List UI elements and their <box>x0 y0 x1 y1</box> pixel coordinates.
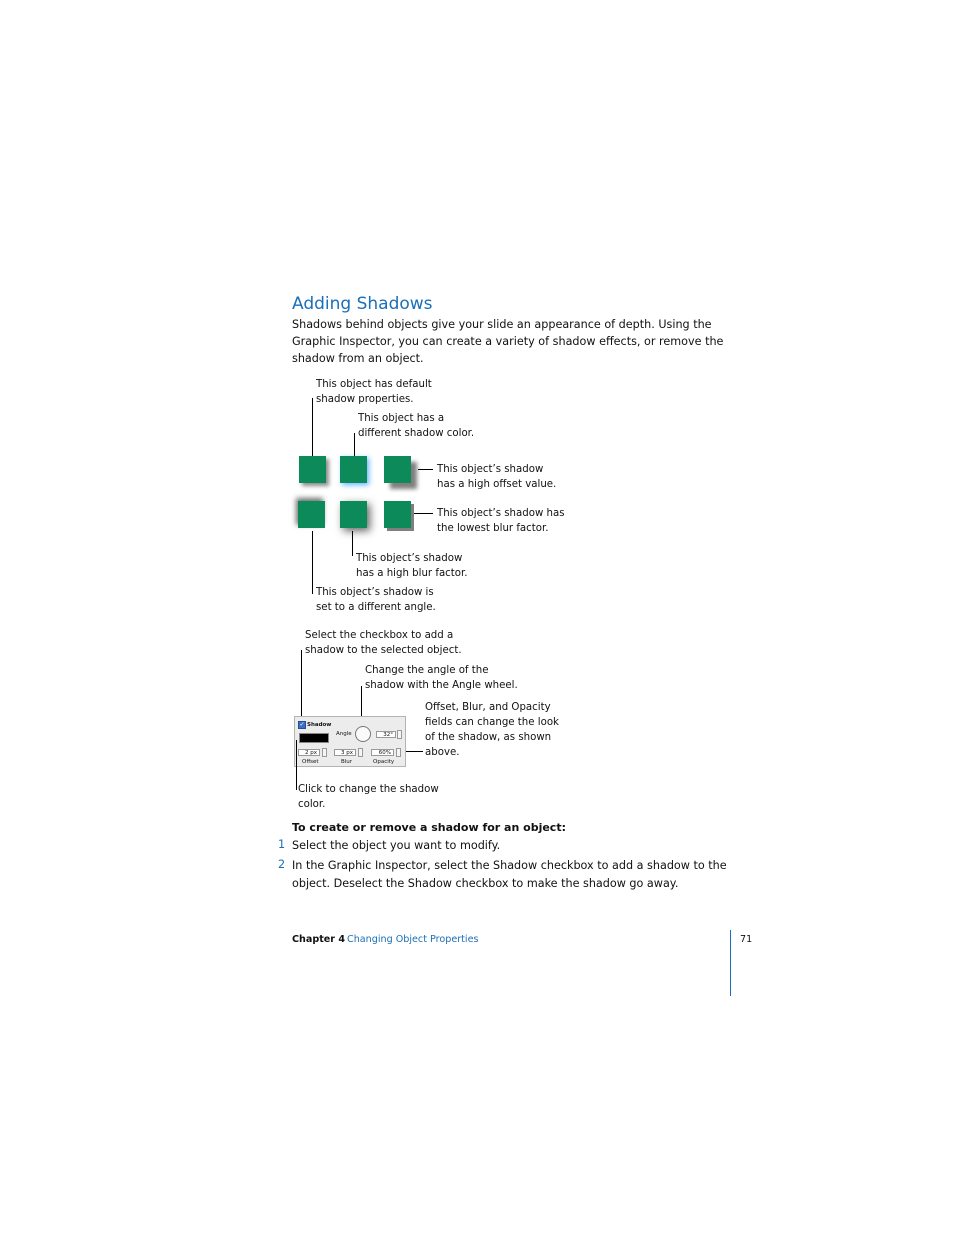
section-title: Adding Shadows <box>292 294 433 314</box>
square-angle-shadow <box>298 501 325 528</box>
shadow-checkbox[interactable]: ✓ <box>299 721 305 728</box>
callout-checkbox: Select the checkbox to add a shadow to the selected object. <box>305 630 462 656</box>
blur-stepper[interactable] <box>358 748 363 757</box>
square-color-shadow <box>340 456 367 483</box>
intro-paragraph: Shadows behind objects give your slide an appearance of depth. Using the Graphic Inspector, you can create a variety of shadow effects, or remove the shadow from an object. <box>292 318 724 365</box>
square-highblur-shadow <box>340 501 367 528</box>
square-lowblur-shadow <box>384 501 411 528</box>
offset-stepper[interactable] <box>322 748 327 757</box>
leader-line-checkbox <box>301 650 302 722</box>
square-default-shadow <box>299 456 326 483</box>
shadow-inspector-panel <box>294 716 406 767</box>
callout-highblur: This object’s shadow has a high blur factor. <box>356 553 468 579</box>
shadow-checkbox-label: Shadow <box>307 722 332 728</box>
opacity-field[interactable]: 60% <box>371 749 394 756</box>
callout-swatch: Click to change the shadow color. <box>298 784 439 810</box>
leader-line-highblur <box>352 531 353 556</box>
leader-line-offset <box>418 469 433 470</box>
offset-label: Offset <box>302 759 319 765</box>
angle-label: Angle <box>336 731 352 737</box>
step-text: In the Graphic Inspector, select the Shadow checkbox to add a shadow to the object. Deselect the Shadow checkbox to make the shadow go away. <box>292 859 727 890</box>
blur-field[interactable]: 3 px <box>334 749 356 756</box>
callout-angle-wheel: Change the angle of the shadow with the Angle wheel. <box>365 665 518 691</box>
leader-line-lowblur <box>414 513 433 514</box>
shadow-color-well[interactable] <box>299 733 329 743</box>
leader-line-swatch <box>296 740 297 790</box>
callout-fields: Offset, Blur, and Opacity fields can change the look of the shadow, as shown above. <box>425 702 559 758</box>
opacity-label: Opacity <box>373 759 395 765</box>
step-text: Select the object you want to modify. <box>292 839 501 852</box>
callout-lowblur: This object’s shadow has the lowest blur factor. <box>437 508 565 534</box>
square-offset-shadow <box>384 456 411 483</box>
leader-line-default <box>312 398 313 456</box>
leader-line-color <box>354 433 355 456</box>
callout-shadow-color: This object has a different shadow color. <box>358 413 475 439</box>
blur-label: Blur <box>341 759 353 765</box>
callout-angle: This object’s shadow is set to a different angle. <box>316 587 436 613</box>
procedure-heading: To create or remove a shadow for an object: <box>292 821 566 834</box>
page-number: 71 <box>740 934 753 945</box>
callout-default-shadow: This object has default shadow properties. <box>316 379 432 405</box>
leader-line-angle <box>312 531 313 594</box>
footer-chapter-title: Changing Object Properties <box>347 934 479 945</box>
step-number: 2 <box>278 858 286 871</box>
angle-field[interactable]: 32° <box>376 731 396 738</box>
footer-chapter: Chapter 4 <box>292 934 346 945</box>
offset-field[interactable]: 2 px <box>298 749 320 756</box>
opacity-stepper[interactable] <box>396 748 401 757</box>
step-number: 1 <box>278 838 286 851</box>
angle-wheel[interactable] <box>355 726 371 742</box>
callout-offset: This object’s shadow has a high offset value. <box>437 464 557 490</box>
footer-divider <box>730 930 731 996</box>
angle-stepper[interactable] <box>397 730 402 739</box>
